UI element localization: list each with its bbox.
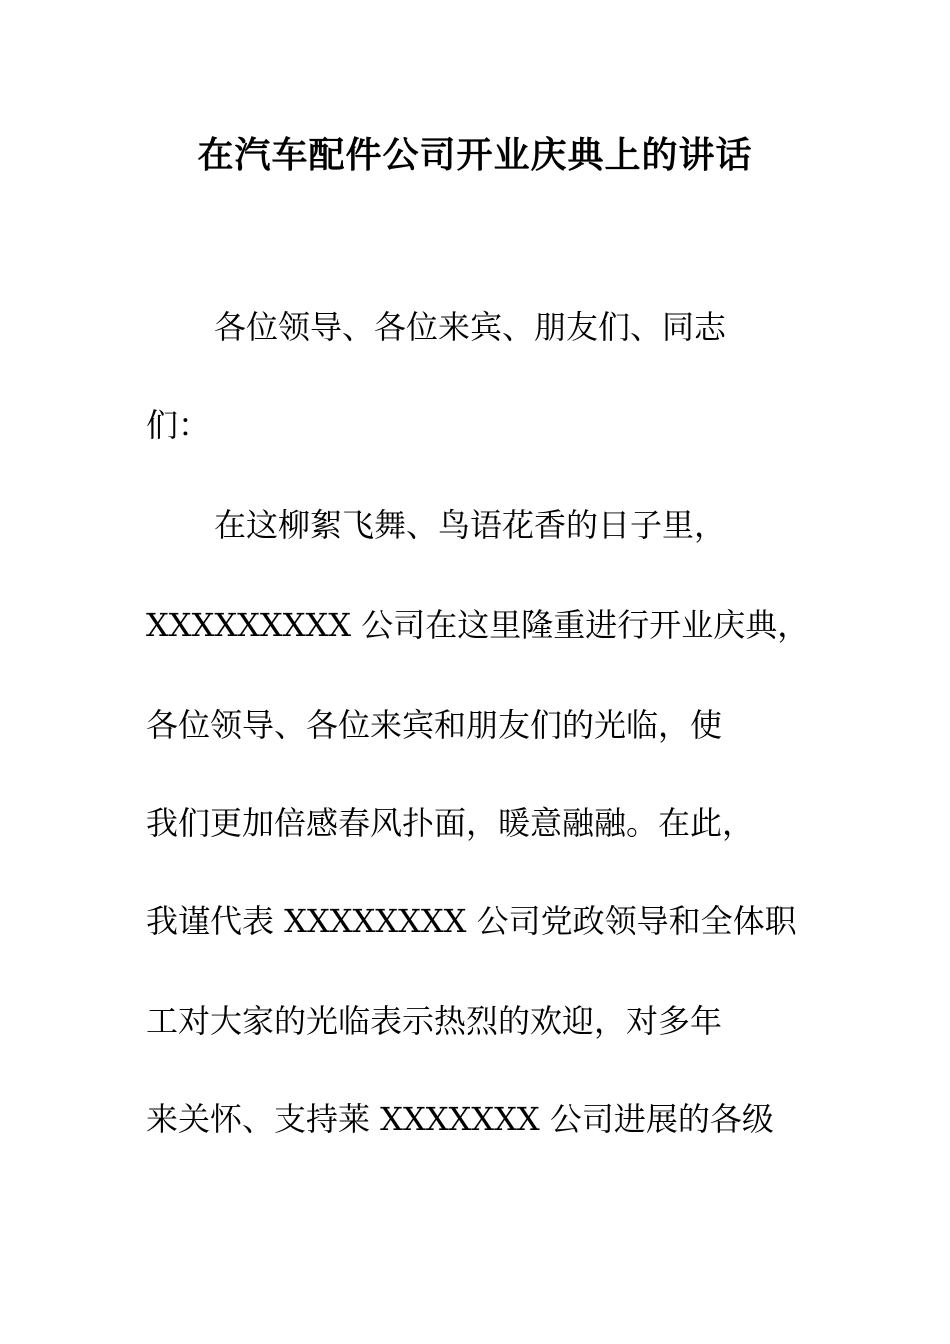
body-line: XXXXXXXXX 公司在这里隆重进行开业庆典， <box>146 606 810 644</box>
body-line: 们： <box>146 406 211 444</box>
body-line: 我们更加倍感春风扑面，暖意融融。在此， <box>146 804 755 842</box>
body-line: 我谨代表 XXXXXXXX 公司党政领导和全体职 <box>146 902 797 940</box>
body-line: 各位领导、各位来宾和朋友们的光临，使 <box>146 706 723 744</box>
document-title: 在汽车配件公司开业庆典上的讲话 <box>197 134 753 176</box>
body-line: 各位领导、各位来宾、朋友们、同志 <box>214 308 727 346</box>
body-line: 来关怀、支持莱 XXXXXXX 公司进展的各级 <box>146 1100 774 1138</box>
body-line: 在这柳絮飞舞、鸟语花香的日子里， <box>214 506 727 544</box>
body-line: 工对大家的光临表示热烈的欢迎，对多年 <box>146 1002 723 1040</box>
